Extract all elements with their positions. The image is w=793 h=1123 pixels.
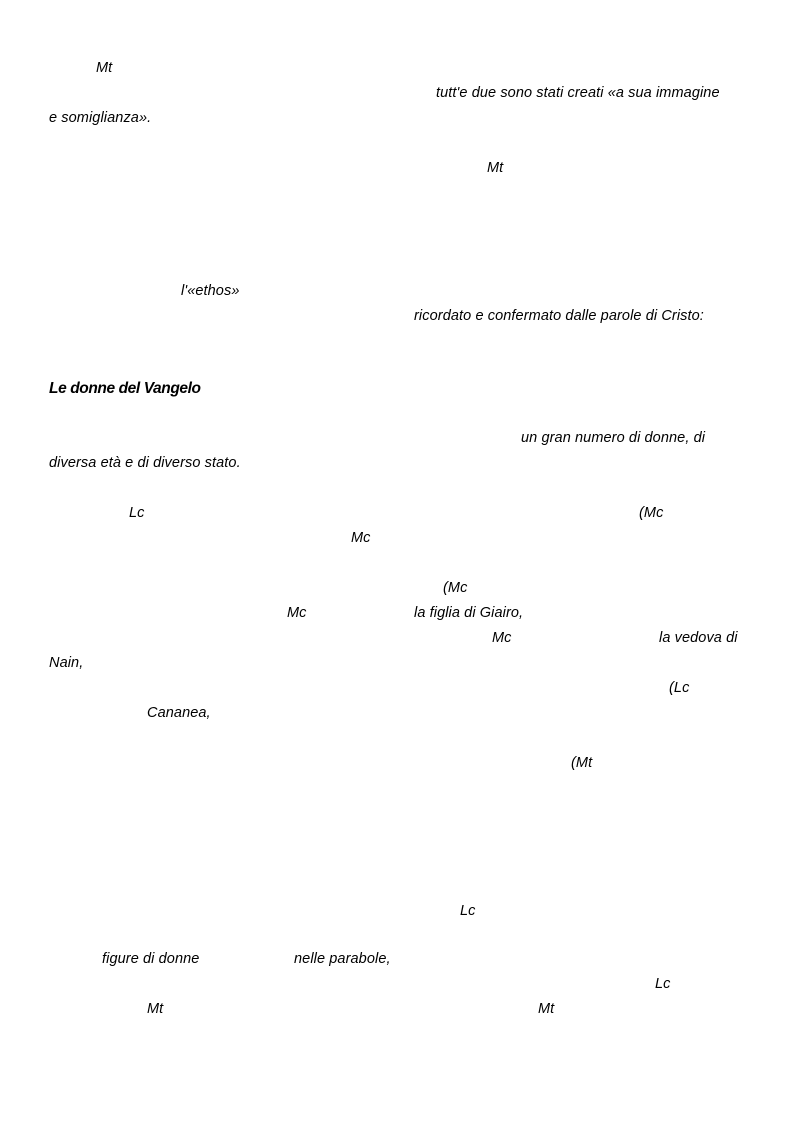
scripture-ref-mc: (Mc [639, 505, 664, 521]
scripture-ref-mt: Mt [538, 1001, 555, 1017]
text-fragment: Cananea, [147, 705, 211, 721]
scripture-ref-mc: Mc [287, 605, 307, 621]
text-fragment: figure di donne [102, 951, 200, 967]
scripture-ref-lc: Lc [655, 976, 671, 992]
text-fragment: diversa età e di diverso stato. [49, 455, 241, 471]
text-fragment: ricordato e confermato dalle parole di Cristo: [414, 308, 704, 324]
scripture-ref-mc: Mc [492, 630, 512, 646]
scripture-ref-mt: Mt [487, 160, 504, 176]
text-fragment: la figlia di Giairo, [414, 605, 524, 621]
scripture-ref-lc: (Lc [669, 680, 690, 696]
scripture-ref-mt: (Mt [571, 755, 593, 771]
scripture-ref-mt: Mt [147, 1001, 164, 1017]
scripture-ref-lc: Lc [460, 903, 476, 919]
text-fragment: e somiglianza». [49, 110, 152, 126]
text-fragment: tutt'e due sono stati creati «a sua immagine [436, 85, 720, 101]
scripture-ref-mc: Mc [351, 530, 371, 546]
scripture-ref-mc: (Mc [443, 580, 468, 596]
scripture-ref-mt: Mt [96, 60, 113, 76]
scripture-ref-lc: Lc [129, 505, 145, 521]
text-fragment: un gran numero di donne, di [521, 430, 706, 446]
text-fragment: Nain, [49, 655, 84, 671]
section-heading: Le donne del Vangelo [49, 380, 201, 397]
text-fragment: nelle parabole, [294, 951, 391, 967]
text-fragment: l'«ethos» [181, 283, 240, 299]
text-fragment: la vedova di [659, 630, 738, 646]
